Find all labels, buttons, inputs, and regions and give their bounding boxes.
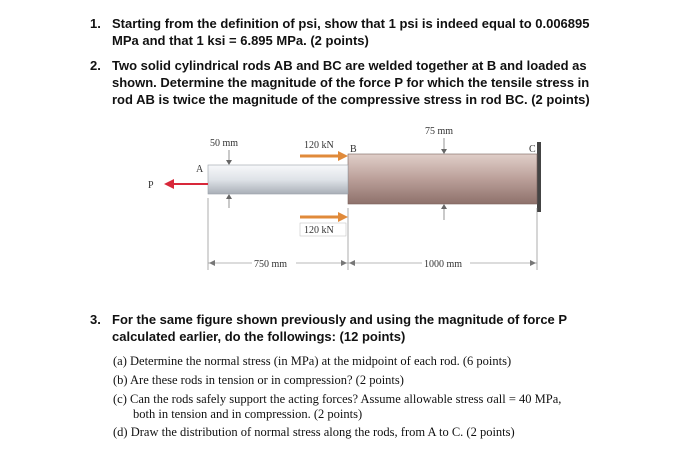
label-c: C bbox=[529, 144, 536, 155]
label-d-bc: 75 mm bbox=[425, 126, 454, 137]
p-arrow-icon bbox=[164, 179, 174, 189]
subpart-c: (c) Can the rods safely support the acting forces? Assume allowable stress σall = 40 MPa, both in tension and in compression. (2 points) bbox=[113, 392, 562, 421]
wall-support bbox=[537, 142, 541, 212]
label-len-ab: 750 mm bbox=[254, 259, 288, 270]
force-arrow-top-icon bbox=[338, 151, 348, 161]
question-number: 1. bbox=[90, 16, 101, 31]
question-text-line: shown. Determine the magnitude of the force P for which the tensile stress in bbox=[112, 75, 590, 90]
rod-ab bbox=[208, 165, 348, 194]
question-number: 2. bbox=[90, 58, 101, 73]
label-a: A bbox=[196, 164, 204, 175]
label-force-top: 120 kN bbox=[304, 140, 334, 151]
subpart-d: (d) Draw the distribution of normal stress along the rods, from A to C. (2 points) bbox=[113, 425, 515, 439]
question-text-line: Two solid cylindrical rods AB and BC are welded together at B and loaded as bbox=[112, 58, 587, 73]
label-len-bc: 1000 mm bbox=[424, 259, 463, 270]
label-p: P bbox=[148, 180, 154, 191]
question-text-line: MPa and that 1 ksi = 6.895 MPa. (2 points) bbox=[112, 33, 369, 48]
question-text-line: rod AB is twice the magnitude of the compressive stress in rod BC. (2 points) bbox=[112, 92, 590, 107]
question-text-line: For the same figure shown previously and using the magnitude of force P bbox=[112, 312, 568, 327]
force-arrow-bottom-icon bbox=[338, 212, 348, 222]
rod-figure bbox=[140, 120, 560, 270]
label-b: B bbox=[350, 144, 357, 155]
question-number: 3. bbox=[90, 312, 101, 327]
rod-bc bbox=[348, 154, 537, 204]
subpart-a: (a) Determine the normal stress (in MPa) at the midpoint of each rod. (6 points) bbox=[113, 354, 512, 368]
question-text-line: calculated earlier, do the followings: (12 points) bbox=[112, 329, 406, 344]
question-text-line: Starting from the definition of psi, show that 1 psi is indeed equal to 0.006895 bbox=[112, 16, 590, 31]
subpart-b: (b) Are these rods in tension or in compression? (2 points) bbox=[113, 373, 404, 387]
label-force-bottom: 120 kN bbox=[304, 225, 334, 236]
label-d-ab: 50 mm bbox=[210, 138, 239, 149]
